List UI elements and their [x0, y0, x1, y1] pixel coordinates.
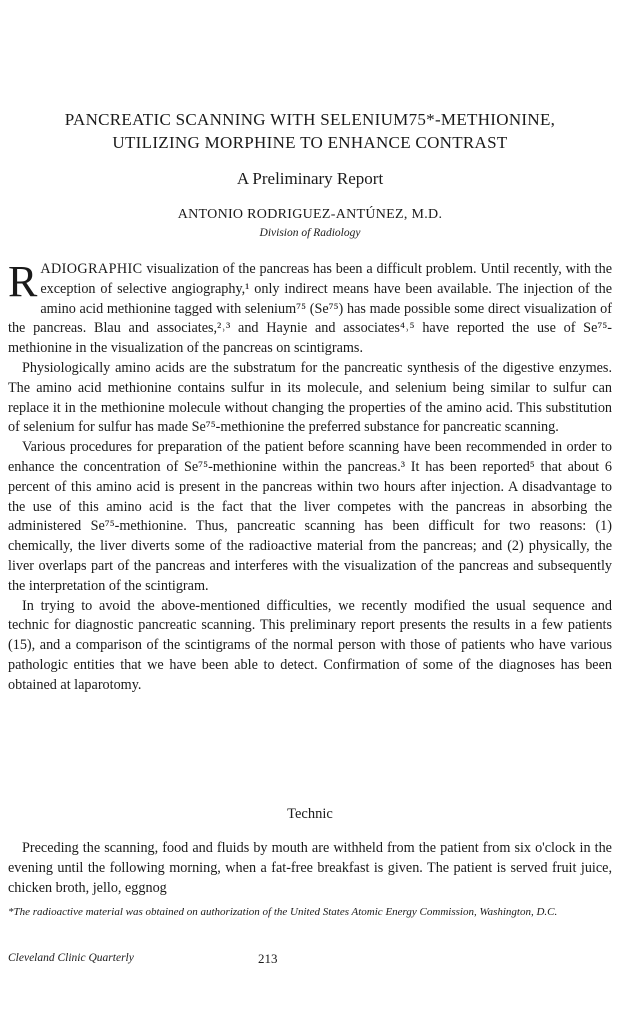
- paragraph-5: Preceding the scanning, food and fluids by mouth are withheld from the patient from six o'clock in the evening until the following morning, when a fat-free breakfast is given. The patient is served fruit juice, chicken broth, jello, eggnog: [8, 840, 612, 896]
- drop-cap: R: [8, 257, 38, 306]
- paragraph-1-text: visualization of the pancreas has been a difficult problem. Until recently, with the exception of selective angiography,¹ only indirect means have been available. The injection of the amino acid methionine tagged with selenium⁷⁵ (Se⁷⁵) has made possible some direct visualization of the pancreas. Blau and associates,²˒³ and Haynie and associates⁴˒⁵ have reported the use of Se⁷⁵-methionine in the visualization of the pancreas on scintigrams.: [8, 261, 612, 357]
- journal-name: Cleveland Clinic Quarterly: [8, 952, 134, 964]
- body-text-introduction: [8, 257, 612, 696]
- section-heading: Technic: [287, 806, 333, 822]
- article-subtitle: A Preliminary Report: [236, 169, 384, 188]
- article-title-line-2: UTILIZING MORPHINE TO ENHANCE CONTRAST: [112, 133, 508, 152]
- body-text-technic: [8, 839, 612, 898]
- paragraph-2: Physiologically amino acids are the substratum for the pancreatic synthesis of the digestive enzymes. The amino acid methionine contains sulfur in its molecule, and selenium being similar to sulfur can replace it in the methionine molecule without changing the properties of the amino acid. This substitution of selenium for sulfur has made Se⁷⁵-methionine the preferred substance for pancreatic scanning.: [8, 359, 612, 436]
- paragraph-4: In trying to avoid the above-mentioned difficulties, we recently modified the usual sequence and technic for diagnostic pancreatic scanning. This preliminary report presents the results in a few patients (15), and a comparison of the scintigrams of the normal person with those of patients who have various pathologic entities that we have been able to detect. Confirmation of some of the diagnoses has been obtained at laparotomy.: [8, 597, 612, 693]
- paragraph-3: Various procedures for preparation of the patient before scanning have been recommended in order to enhance the concentration of Se⁷⁵-methionine within the pancreas.³ It has been reported⁵ that about 6 percent of this amino acid is present in the pancreas within two hours after injection. A disadvantage to the use of this amino acid is the fact that the liver competes with the pancreas in absorbing the administered Se⁷⁵-methionine. Thus, pancreatic scanning has been difficult for two reasons: (1) chemically, the liver diverts some of the radioactive material from the pancreas; and (2) physically, the liver overlaps part of the pancreas and interferes with the visualization of the pancreas and subsequently the interpretation of the scintigram.: [8, 439, 612, 594]
- author-name: ANTONIO RODRIGUEZ-ANTÚNEZ, M.D.: [177, 207, 443, 222]
- author-affiliation: Division of Radiology: [259, 227, 361, 239]
- page-number: 213: [258, 951, 278, 966]
- footnote: *The radioactive material was obtained on authorization of the United States Atomic Energy Commission, Washington, D.C.: [8, 906, 558, 918]
- article-title-line-1: PANCREATIC SCANNING WITH SELENIUM75*-METHIONINE,: [64, 110, 556, 129]
- paragraph-1-lead: ADIOGRAPHIC: [40, 261, 143, 277]
- paragraph-1: [8, 257, 612, 359]
